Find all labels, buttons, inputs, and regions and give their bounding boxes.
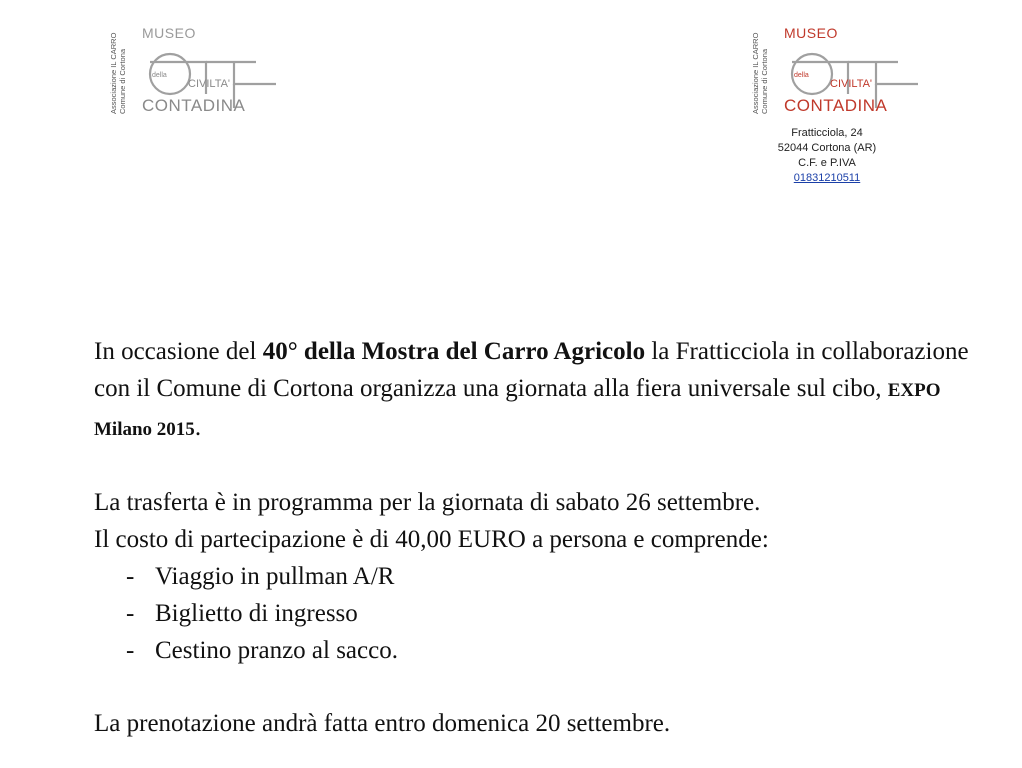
- association-text: Associazione IL CARRO Comune di Cortona: [751, 32, 769, 114]
- logo-museo-text: MUSEO: [142, 25, 196, 41]
- address-tax-label: C.F. e P.IVA: [798, 157, 856, 169]
- list-item: - Viaggio in pullman A/R: [126, 563, 395, 590]
- cost-paragraph: Il costo di partecipazione è di 40,00 EURO a persona e comprende:: [94, 526, 769, 553]
- sender-address: [760, 126, 894, 186]
- address-street: Fratticciola, 24: [791, 127, 863, 139]
- museum-logo-left: [106, 22, 286, 122]
- logo-contadina-text: CONTADINA: [142, 96, 246, 115]
- letter-body: [94, 333, 974, 742]
- logo-museo-text: MUSEO: [784, 25, 838, 41]
- logo-della-text: della: [794, 72, 809, 79]
- logo-della-text: della: [152, 72, 167, 79]
- logo-civilta-text: CIVILTA': [830, 78, 873, 90]
- list-item: - Biglietto di ingresso: [126, 600, 358, 627]
- intro-paragraph: In occasione del 40° della Mostra del Carro Agricolo la Fratticciola in collaborazione con il Comune di Cortona organizza una giornata alla fiera universale sul cibo, EXPO Milano 2015.: [94, 338, 969, 441]
- booking-paragraph: La prenotazione andrà fatta entro domenica 20 settembre.: [94, 710, 671, 737]
- association-text: Associazione IL CARRO Comune di Cortona: [109, 32, 127, 114]
- logo-contadina-text: CONTADINA: [784, 96, 888, 115]
- date-paragraph: La trasferta è in programma per la giornata di sabato 26 settembre.: [94, 489, 761, 516]
- vat-number-link[interactable]: 01831210511: [793, 172, 861, 184]
- included-items-list: [94, 558, 974, 669]
- logo-civilta-text: CIVILTA': [188, 78, 231, 90]
- list-item: - Cestino pranzo al sacco.: [126, 637, 398, 664]
- address-city: 52044 Cortona (AR): [777, 142, 877, 154]
- museum-logo-right: [748, 22, 928, 122]
